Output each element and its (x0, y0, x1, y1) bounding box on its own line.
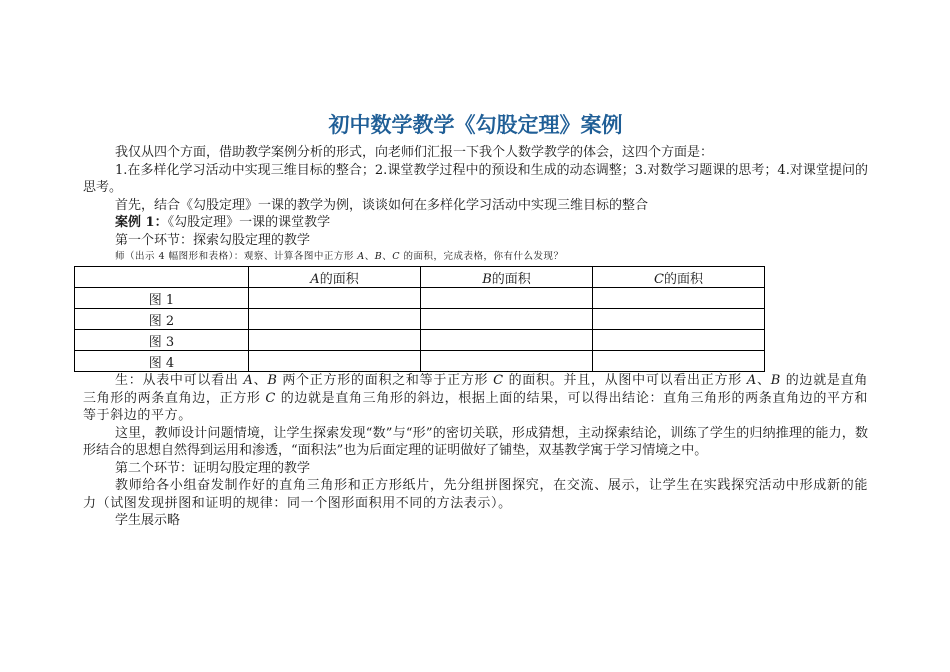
table-header-c (593, 267, 765, 288)
prompt-sep: 、 (382, 251, 393, 262)
table-cell (421, 309, 593, 330)
header-suffix: 的面积 (491, 271, 531, 287)
step2-heading: 第二个环节：证明勾股定理的教学 (115, 460, 311, 476)
table-cell (249, 309, 421, 330)
var-a: A (746, 373, 757, 388)
header-var: C (654, 271, 664, 287)
header-var: A (310, 271, 320, 287)
table-cell (421, 330, 593, 351)
var-c: C (265, 390, 276, 406)
var-a: A (243, 373, 254, 388)
row-label: 图 4 (75, 351, 249, 372)
table-header-a (249, 267, 421, 288)
student-show: 学生展示略 (115, 513, 181, 528)
var-a: A (357, 251, 365, 262)
table-cell (593, 330, 765, 351)
prompt-text: 师（出示 4 幅图形和表格）：观察、计算各图中正方形 (115, 251, 358, 262)
step1-heading: 第一个环节：探索勾股定理的教学 (115, 232, 311, 248)
row-label: 图 2 (75, 309, 249, 330)
prompt-sep: 、 (364, 251, 375, 262)
table-cell (249, 288, 421, 309)
answer-sep: 、 (253, 373, 268, 388)
table-cell (249, 351, 421, 372)
var-b: B (770, 373, 781, 388)
header-var: B (482, 271, 492, 287)
document-title: 初中数学教学《勾股定理》案例 (328, 113, 623, 137)
table-header-row (75, 267, 765, 288)
case-text: 《勾股定理》一课的课堂教学 (167, 215, 331, 230)
table-cell (593, 351, 765, 372)
prompt-text: 的面积，完成表格，你有什么发现？ (400, 251, 564, 262)
step2-paragraph: 教师给各小组奋发制作好的直角三角形和正方形纸片，先分组拼图探究，在交流、展示，让学生在实践探究活动中形成新的能力（试图发现拼图和证明的规律：同一个图形面积用不同的方法表示）。 (83, 478, 868, 511)
answer-text: 的边就是直角三角形的斜边，根据上面的结果，可以得出结论：直角三角形的两条直角边的平方和等于斜边的平方。 (83, 390, 868, 423)
var-b: B (267, 373, 278, 388)
answer-sep: 、 (756, 373, 771, 388)
table-row (75, 351, 765, 372)
intro-paragraph-1: 我仅从四个方面，借助教学案例分析的形式，向老师们汇报一下我个人数学教学的体会，这四个方面是： (115, 145, 714, 160)
header-suffix: 的面积 (663, 271, 703, 287)
case-label: 案例 1： (115, 215, 168, 230)
document-body (83, 110, 868, 530)
var-c: C (493, 373, 504, 388)
table-header-empty (75, 267, 249, 288)
table-cell (593, 309, 765, 330)
table-row (75, 330, 765, 351)
table-cell (421, 288, 593, 309)
var-b: B (374, 251, 383, 262)
answer-text: 两个正方形的面积之和等于正方形 (277, 373, 494, 388)
area-table (74, 266, 765, 372)
intro-paragraph-3: 首先，结合《勾股定理》一课的教学为例，谈谈如何在多样化学习活动中实现三维目标的整合 (115, 197, 649, 213)
student-answer (83, 372, 868, 425)
analysis-paragraph: 这里，教师设计问题情境，让学生探索发现“数”与“形”的密切关联，形成猜想，主动探索结论，训练了学生的归纳推理的能力，数形结合的思想自然得到运用和渗透，“面积法”也为后面定理的证明做好了铺垫，双基教学寓于学习情境之中。 (83, 425, 868, 458)
answer-text: 生：从表中可以看出 (115, 373, 244, 388)
intro-paragraph-2: 1.在多样化学习活动中实现三维目标的整合；2.课堂教学过程中的预设和生成的动态调整；3.对数学习题课的思考；4.对课堂提问的思考。 (83, 162, 868, 195)
header-suffix: 的面积 (319, 271, 359, 287)
row-label: 图 3 (75, 330, 249, 351)
table-header-b (421, 267, 593, 288)
case-heading (83, 214, 868, 232)
row-label: 图 1 (75, 288, 249, 309)
table-cell (593, 288, 765, 309)
table-row (75, 309, 765, 330)
answer-text: 的面积。并且，从图中可以看出正方形 (503, 373, 747, 388)
table-row (75, 288, 765, 309)
var-c: C (392, 251, 401, 262)
teacher-prompt (83, 249, 868, 265)
table-cell (249, 330, 421, 351)
table-cell (421, 351, 593, 372)
answer-text: 的边就是直角三角形的两条直角边，正方形 (83, 373, 868, 406)
